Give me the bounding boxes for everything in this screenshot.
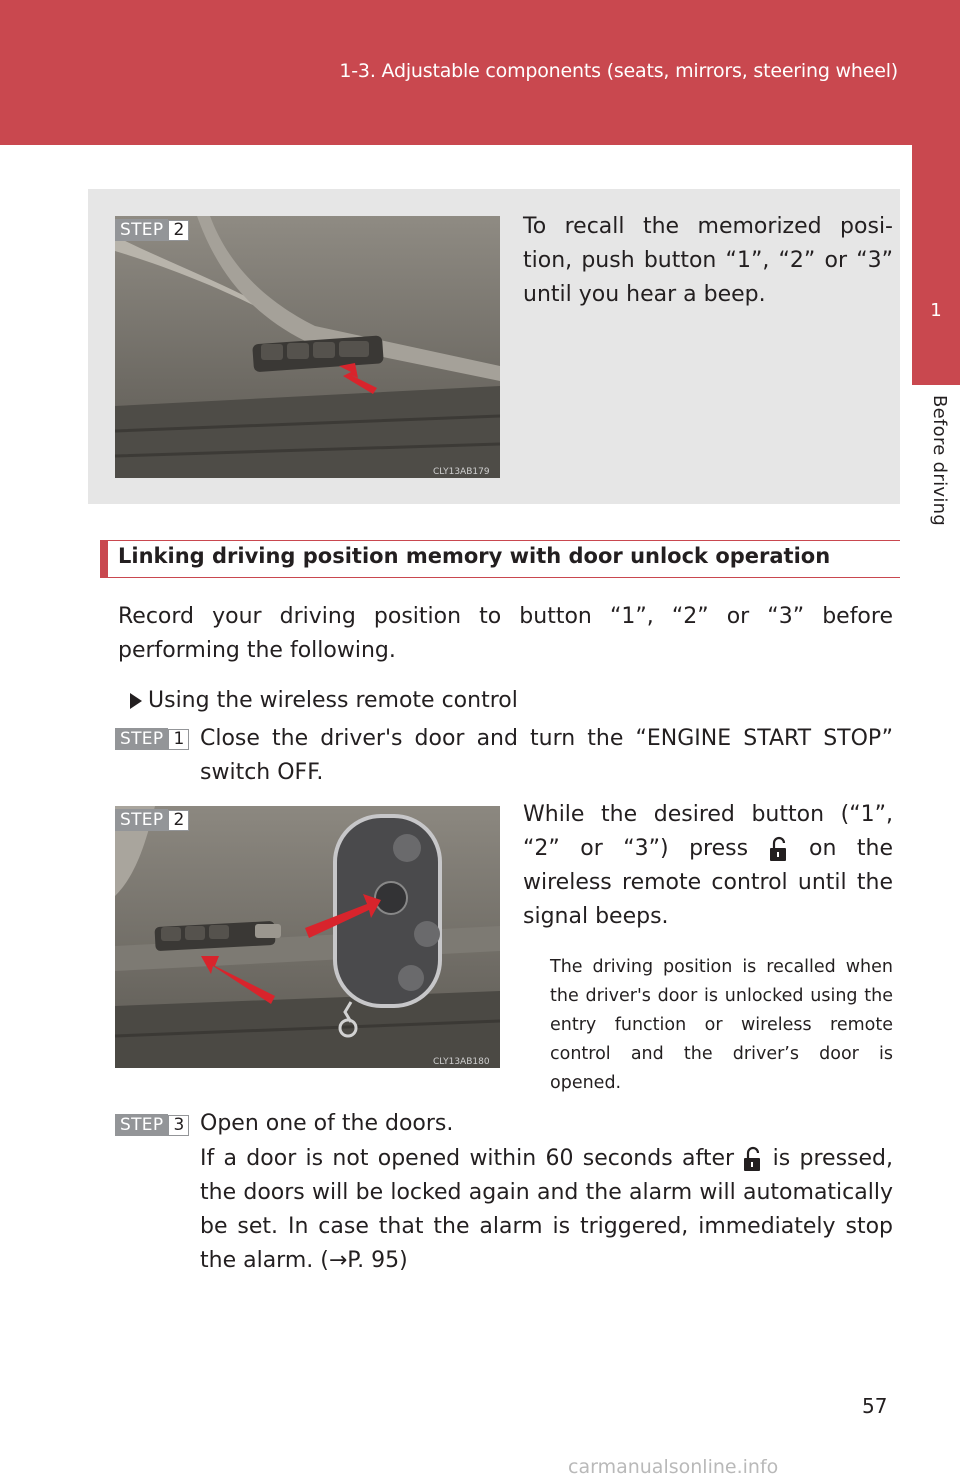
side-tab-label: Before driving [929,395,950,527]
door-panel-illustration [115,216,500,478]
page-number: 57 [862,1394,888,1418]
watermark: carmanualsonline.info [568,1456,779,1478]
step-word: STEP [115,1114,168,1136]
step-3-text: Open one of the doors. [200,1111,454,1136]
step-1-text: Close the driver's door and turn the “ENGINE START STOP” switch OFF. [200,726,893,785]
page-header [0,0,960,145]
unlock-icon [769,836,789,862]
section-intro: Record your driving position to button “1”, “2” or “3” before performing the following. [118,604,893,663]
step-number: 2 [168,810,189,831]
unlock-icon [743,1146,763,1172]
step-badge-top [115,219,189,241]
step-number: 2 [168,220,189,241]
step-word: STEP [115,219,168,241]
step-3-detail-part-2: is pressed, the doors will be locked again and the alarm will automatically be set. In case that the alarm is triggered, immediately stop the alarm. (→P. 95) [200,1146,894,1273]
step-badge-3 [115,1114,189,1136]
bullet-text: Using the wireless remote control [148,688,518,713]
step-2-text-part-2: on the wireless remote control until the signal beeps. [523,836,893,929]
step-3-detail-part-1: If a door is not opened within 60 seconds after [200,1146,735,1171]
step-number: 1 [168,729,189,750]
step-3-detail [200,1142,893,1278]
step-2-note: The driving position is recalled when the driver's door is unlocked using the entry function or wireless remote control and the driver’s door is opened. [550,957,893,1093]
section-heading-text: Linking driving position memory with door unlock operation [118,544,831,568]
step-badge-2 [115,809,189,831]
side-tab-number: 1 [930,300,942,321]
step-2-text-part-1: While the desired button (“1”, “2” or “3”) press [523,802,893,861]
chapter-title: 1-3. Adjustable components (seats, mirrors, steering wheel) [339,60,898,82]
step-word: STEP [115,809,168,831]
heading-accent-bar [100,541,108,577]
photo-code: CLY13AB180 [433,1057,490,1067]
step-number: 3 [168,1115,189,1136]
side-tab [912,145,960,385]
bullet-item [130,688,518,713]
photo-code: CLY13AB179 [433,467,490,477]
step-badge-1 [115,728,189,750]
remote-control-photo [115,806,500,1068]
remote-key-illustration [115,806,500,1068]
recall-instruction: To recall the memorized posi-tion, push button “1”, “2” or “3” until you hear a beep. [523,214,893,307]
memory-buttons-photo [115,216,500,478]
section-heading [100,540,900,578]
step-word: STEP [115,728,168,750]
step-2-text [523,798,893,934]
triangle-arrow-icon [130,693,142,709]
